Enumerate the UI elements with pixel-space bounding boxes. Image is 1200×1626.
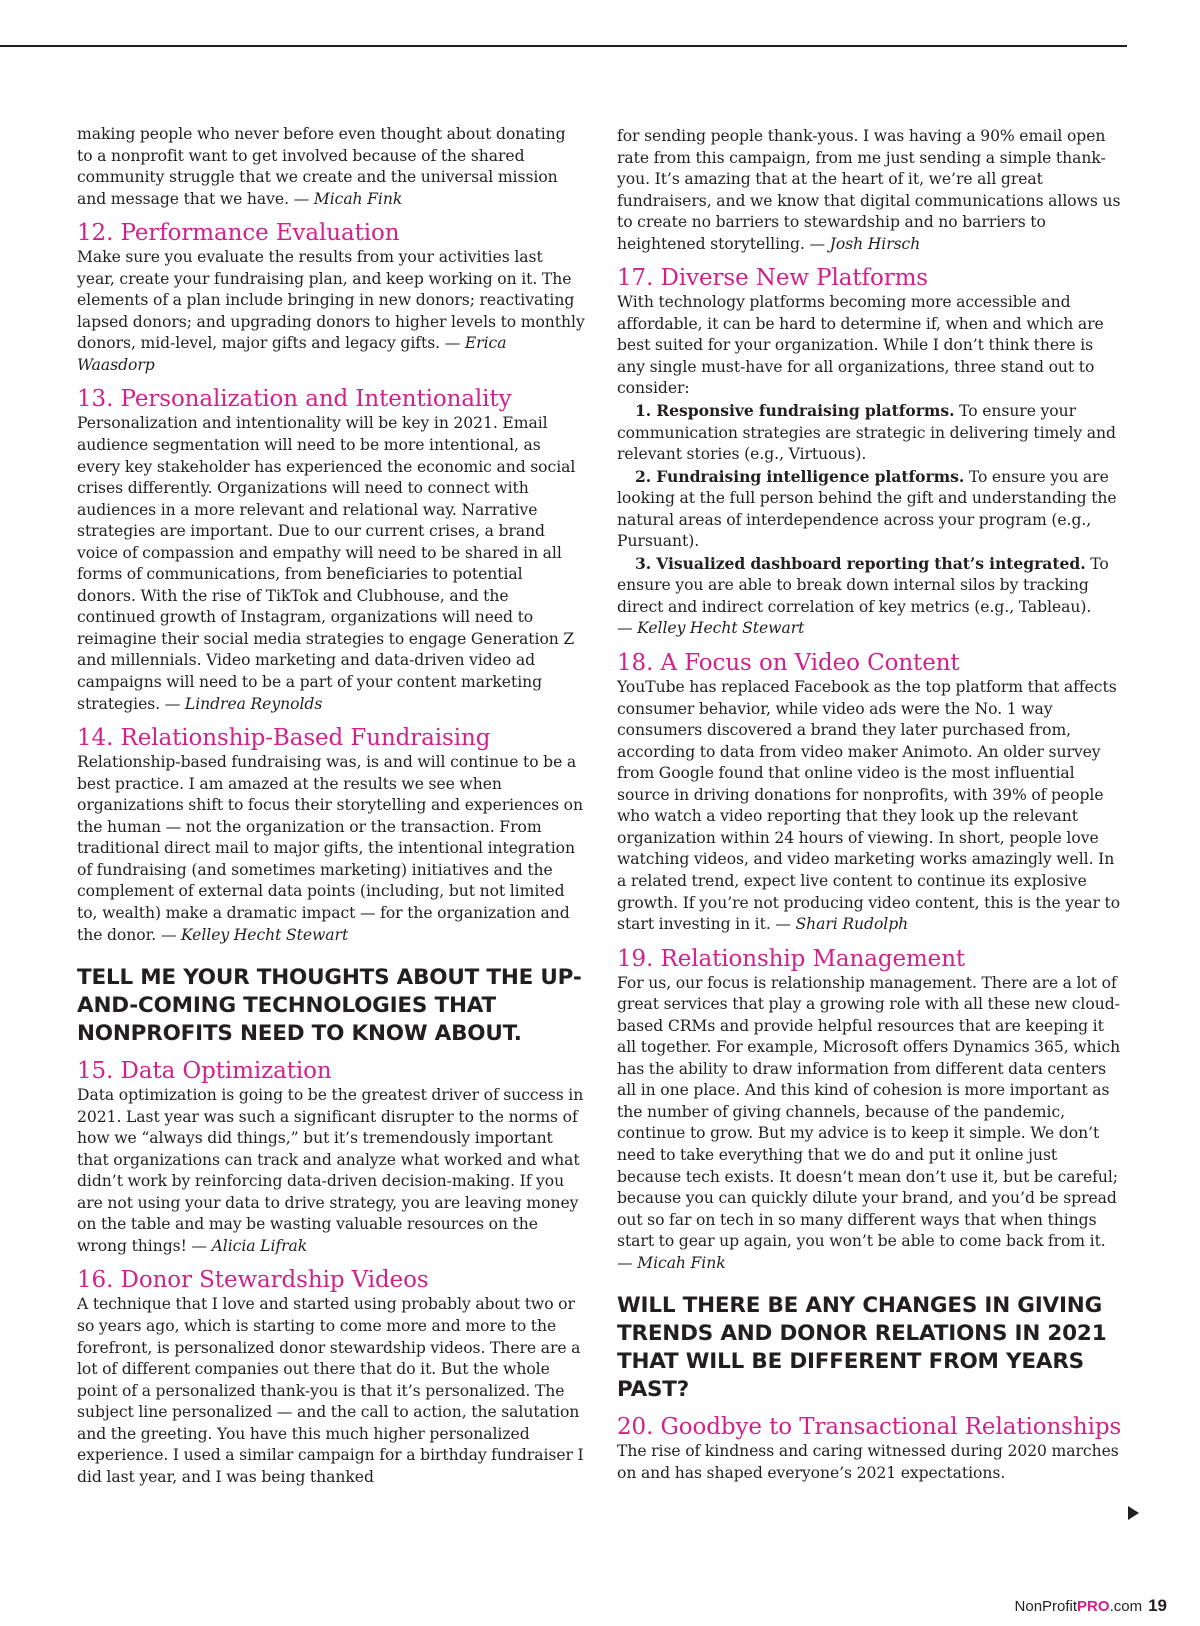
section-heading-15: 15. Data Optimization (77, 1058, 332, 1085)
signature: — Kelley Hecht Stewart (160, 925, 349, 944)
section-signature-17 (617, 618, 1125, 640)
section-heading-16: 16. Donor Stewardship Videos (77, 1267, 429, 1294)
signature: — Shari Rudolph (775, 915, 909, 934)
page-number: 19 (1148, 1596, 1167, 1615)
signature: — Kelley Hecht Stewart (617, 619, 805, 638)
section-heading-18: 18. A Focus on Video Content (617, 650, 960, 677)
section-body-20: The rise of kindness and caring witnessed during 2020 marches on and has shaped everyone’s 2021 expectations. (617, 1442, 1119, 1482)
list-item: 3. Visualized dashboard reporting that’s integrated. To ensure you are able to break down internal silos by tracking direct and indirect correlation of key metrics (e.g., Tableau). (617, 553, 1109, 616)
section-heading-19: 19. Relationship Management (617, 945, 966, 972)
section-body-12: Make sure you evaluate the results from your activities last year, create your fundraising plan, and keep working on it. The elements of a plan include bringing in new donors; reactivating lapsed donors; and upgrading donors to higher levels to monthly donors, mid-level, major gifts and legacy gifts. — Erica Waasdorp (77, 248, 585, 374)
list-item: 2. Fundraising intelligence platforms. To ensure you are looking at the full person behind the gift and understanding the natural areas of interdependence across your program (e.g., Pursuant). (617, 466, 1117, 551)
signature: — Erica Waasdorp (77, 334, 507, 374)
section-body-19: For us, our focus is relationship management. There are a lot of great services that play a growing role with all these new cloud-based CRMs and provide helpful resources that are keeping it all together. For example, Microsoft offers Dynamics 365, which has the ability to draw information from different data centers all in one place. And this kind of cohesion is more important as the number of giving channels, because of the pandemic, continue to grow. But my advice is to keep it simple. We don’t need to take everything that we do and put it online just because tech exists. It doesn’t mean don’t use it, but be careful; because you can quickly dilute your brand, and you’d be spread out so far on tech in so many different ways that when things start to gear up again, you won’t be able to come back from it. — Micah Fink (617, 973, 1121, 1272)
continue-arrow-icon (1128, 1506, 1139, 1520)
section-heading-20: 20. Goodbye to Transactional Relationships (617, 1414, 1122, 1441)
continued-paragraph: for sending people thank-yous. I was having a 90% email open rate from this campaign, from me just sending a simple thank-you. It’s amazing that at the heart of it, we’re all great fundraisers, and we know that digital communications allows us to create no barriers to stewardship and no barriers to heightened storytelling. — Josh Hirsch (617, 127, 1121, 253)
intro-paragraph: making people who never before even thought about donating to a nonprofit want to get involved because of the shared community struggle that we create and the universal mission and message that we have. — Micah Fink (77, 125, 566, 208)
section-heading-17: 17. Diverse New Platforms (617, 265, 928, 292)
question-heading-giving-trends: WILL THERE BE ANY CHANGES IN GIVING TRENDS AND DONOR RELATIONS IN 2021 THAT WILL BE DIFFERENT FROM YEARS PAST? (617, 1293, 1107, 1403)
signature: — Micah Fink (293, 189, 403, 208)
section-heading-12: 12. Performance Evaluation (77, 220, 400, 247)
section-heading-14: 14. Relationship-Based Fundraising (77, 725, 491, 752)
page-footer (1015, 1596, 1167, 1616)
signature: — Micah Fink (617, 1253, 726, 1272)
top-rule (0, 45, 1127, 47)
section-body-14: Relationship-based fundraising was, is and will continue to be a best practice. I am amazed at the results we see when organizations shift to focus their storytelling and experiences on the human — not the organization or the transaction. From traditional direct mail to major gifts, the intentional integration of fundraising (and sometimes marketing) initiatives and the complement of external data points (including, but not limited to, wealth) make a dramatic impact — for the organization and the donor. — Kelley Hecht Stewart (77, 753, 584, 944)
section-body-18: YouTube has replaced Facebook as the top platform that affects consumer behavior, while video ads were the No. 1 way consumers discovered a brand they later purchased from, according to data from video maker Animoto. An older survey from Google found that online video is the most influential source in driving donations for nonprofits, with 39% of people who watch a video reporting that they look up the relevant organization within 24 hours of viewing. In short, people love watching videos, and video marketing works amazingly well. In a related trend, expect live content to continue its explosive growth. If you’re not producing video content, this is the year to start investing in it. — Shari Rudolph (617, 678, 1121, 934)
section-heading-13: 13. Personalization and Intentionality (77, 386, 512, 413)
footer-brand: NonProfitPRO.com (1014, 1598, 1143, 1615)
right-column (617, 126, 1125, 1484)
signature: — Lindrea Reynolds (164, 694, 323, 713)
section-body-13: Personalization and intentionality will be key in 2021. Email audience segmentation will need to be more intentional, as every key stakeholder has experienced the economic and social crises differently. Organizations will need to connect with audiences in a more relevant and relational way. Narrative strategies are important. Due to our current crises, a brand voice of compassion and empathy will need to be shared in all forms of communications, from beneficiaries to potential donors. With the rise of TikTok and Clubhouse, and the continued growth of Instagram, organizations will need to reimagine their social media strategies to engage Generation Z and millennials. Video marketing and data-driven video ad campaigns will need to be a part of your content marketing strategies. — Lindrea Reynolds (77, 414, 576, 713)
question-heading-technologies: TELL ME YOUR THOUGHTS ABOUT THE UP-AND-COMING TECHNOLOGIES THAT NONPROFITS NEED TO KNOW ABOUT. (77, 965, 582, 1047)
left-column (77, 124, 585, 1488)
section-body-15: Data optimization is going to be the greatest driver of success in 2021. Last year was such a significant disrupter to the norms of how we “always did things,” but it’s tremendously important that organizations can track and analyze what worked and what didn’t work by reinforcing data-driven decision-making. If you are not using your data to drive strategy, you are leaving money on the table and may be wasting valuable resources on the wrong things! — Alicia Lifrak (77, 1086, 584, 1255)
section-body-17: With technology platforms becoming more accessible and affordable, it can be hard to determine if, when and which are best suited for your organization. While I don’t think there is any single must-have for all organizations, three stand out to consider: (617, 293, 1104, 398)
signature: — Alicia Lifrak (191, 1236, 308, 1255)
signature: — Josh Hirsch (809, 234, 921, 253)
list-item: 1. Responsive fundraising platforms. To ensure your communication strategies are strategic in delivering timely and relevant stories (e.g., Virtuous). (617, 401, 1116, 464)
section-body-16: A technique that I love and started using probably about two or so years ago, which is starting to come more and more to the forefront, is personalized donor stewardship videos. There are a lot of different companies out there that do it. But the whole point of a personalized thank-you is that it’s personalized. The subject line personalized — and the call to action, the salutation and the greeting. You have this much higher personalized experience. I used a similar campaign for a birthday fundraiser I did last year, and I was being thanked (77, 1295, 584, 1486)
